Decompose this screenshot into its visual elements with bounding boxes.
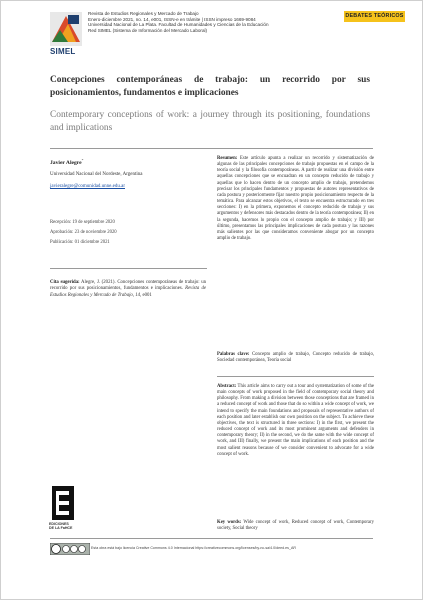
abstract-text: This article aims to carry out a tour and systematization of some of the main concepts of work proposed in the field of contemporary social theory and philosophy. From making a division between those conceptions that are framed in a reduced concept of work and those that do so within a wide concept of work, we intend to specify the main foundations and proposals of representative authors of each position and later establish our own position on the subject. To achieve these objectives, the text is structured in three sections: I) in the first, we present the reduced concept of work and its most prominent arguments and defenders in contemporary theory; II) in the second, we do the same with the wide concept of work, and III) finally, we present the main implications of each position and the most salient reasons because of we consider convenient to advocate for a wide concept of work. [217,384,374,457]
resumen-label: Resumen: [217,156,238,161]
section-badge: DEBATES TEÓRICOS [344,11,405,22]
footer-divider [50,538,373,539]
date-approved: Aprobación: 23 de noviembre 2020 [50,230,117,235]
journal-logo-text: SIMEL [50,47,76,56]
key-words-label: Key words: [217,520,242,525]
title-divider [50,148,373,149]
resumen-block [217,156,374,242]
journal-header [88,11,343,33]
key-words-block [217,520,374,532]
citation-label: Cita sugerida: [50,280,80,285]
publisher-logo [52,486,74,520]
palabras-clave-label: Palabras clave: [217,352,250,357]
abstract-label: Abstract: [217,384,237,389]
date-published: Publicación: 01 diciembre 2021 [50,240,110,245]
key-words-text: Wide concept of work, Reduced concept of work, Contemporary society, Social theory [217,520,374,532]
article-dates [50,218,117,248]
citation-text: Alegre, J. (2021). Concepciones contemporáneas de trabajo: un recorrido por sus posicionamientos, fundamentos e implicaciones. [50,280,207,292]
date-received: Recepción: 19 de septiembre 2020 [50,220,115,225]
simel-logo [50,12,82,46]
publisher-name: EDICIONES DE LA FaHCE [49,522,73,531]
citation-tail: e001 [142,292,152,298]
author-mark: * [81,158,84,162]
abstract-divider [217,376,374,377]
citation-divider [50,268,207,269]
palabras-clave-text: Concepto amplio de trabajo, Concepto reducido de trabajo, Sociedad contemporánea, Teoría social [217,352,375,364]
license-text[interactable]: Esta obra está bajo licencia Creative Commons 4.0 Internacional https://creativecommons.org/licenses/by-nc-sa/4.0/deed.es_AR [91,546,296,550]
resumen-text: Este artículo apunta a realizar un recorrido y sistematización de algunas de las principales concepciones de trabajo propuestas en el campo de la teoría social y la filosofía contemporáneas. A partir de realizar una división entre aquellas concepciones que se encuadran en un concepto reducido de trabajo y aquellas que lo hacen dentro de un concepto amplio de trabajo, pretendemos precisar los principales fundamentos y propuestas de autores representativos de cada postura y posteriormente fijar nuestro propio posicionamiento respecto de la temática. Para alcanzar estos objetivos, el texto se encuentra estructurado en tres secciones: I) en la primera, exponemos el concepto reducido de trabajo y sus argumentos y defensores más destacados dentro de la teoría contemporánea; II) en la segunda, hacemos lo propio con el concepto amplio de trabajo; y III) por último, presentamos las principales implicaciones de cada postura y las razones más salientes por las que consideramos conveniente abogar por un concepto amplio de trabajo. [217,156,374,242]
author-name: Javier Alegre* [50,158,84,166]
author-affiliation: Universidad Nacional del Nordeste, Argentina [50,172,143,177]
journal-line: Enero-diciembre 2021, no. 14, e001, ISSN-e en trámite | ISSN impreso 1669-9084 [88,16,256,22]
journal-line: Universidad Nacional de La Plata. Facultad de Humanidades y Ciencias de la Educación [88,22,269,28]
article-title-es: Concepciones contemporáneas de trabajo: un recorrido por sus posicionamientos, fundamentos e implicaciones [50,75,370,98]
article-title-en: Contemporary conceptions of work: a journey through its positioning, foundations and implications [50,110,370,133]
journal-line: Red SIMEL (Sistema de Información del Mercado Laboral) [88,27,208,33]
author-email-link[interactable]: javieralegre@comunidad.unne.edu.ar [50,184,125,189]
suggested-citation [50,280,206,299]
creative-commons-icon[interactable] [50,543,90,555]
palabras-clave-block [217,352,374,364]
citation-source: Revista de Estudios Regionales y Mercado de Trabajo, 14, [50,286,206,298]
abstract-block [217,384,374,458]
journal-line: Revista de Estudios Regionales y Mercado de Trabajo [88,11,199,16]
